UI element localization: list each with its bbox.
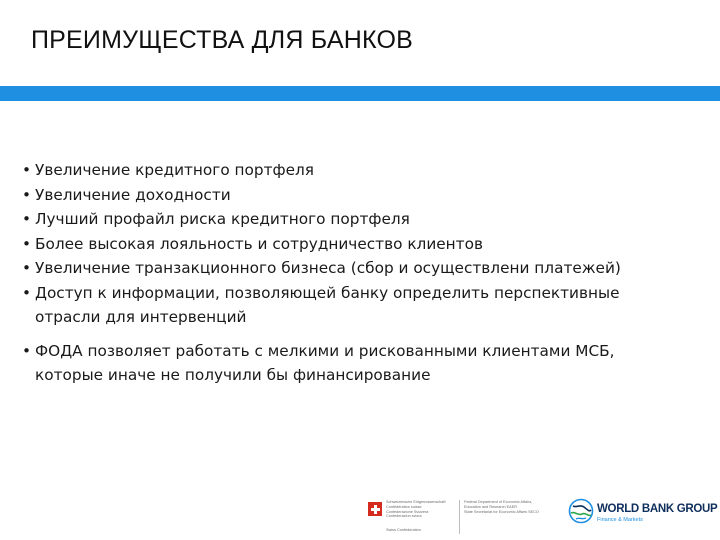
title-accent-bar — [0, 86, 720, 101]
bullet-list — [22, 158, 712, 388]
seco-logo-text: Federal Department of Economic Affairs, Education and Research EAER State Secretariat for Economic Affairs SECO — [464, 500, 539, 514]
bullet-item — [22, 339, 712, 388]
bullet-dot-icon: • — [22, 161, 32, 179]
bullet-dot-icon: • — [22, 210, 32, 228]
bullet-text: Более высокая лояльность и сотрудничество клиентов — [35, 234, 483, 253]
bullet-text: ФОДА позволяет работать с мелкими и рискованными клиентами МСБ, — [35, 341, 615, 360]
bullet-item — [22, 232, 712, 257]
swiss-logo-text: Schweizerische Eidgenossenschaft Confédération suisse Confederazione Svizzera Confederaziun svizra — [386, 500, 446, 519]
bullet-item — [22, 183, 712, 208]
bullet-dot-icon: • — [22, 341, 32, 360]
bullet-text: Увеличение транзакционного бизнеса (сбор и осуществлени платежей) — [35, 259, 621, 277]
bullet-dot-icon: • — [22, 259, 32, 277]
bullet-text-continuation: отрасли для интервенций — [35, 308, 247, 326]
bullet-text: Увеличение доходности — [35, 185, 231, 204]
swiss-flag-icon — [368, 502, 382, 516]
bullet-dot-icon: • — [22, 234, 32, 253]
bullet-item — [22, 281, 712, 330]
bullet-text: Доступ к информации, позволяющей банку определить перспективные — [35, 283, 620, 302]
world-bank-subtitle: Finance & Markets — [597, 517, 643, 523]
bullet-item — [22, 256, 712, 281]
bullet-text: Увеличение кредитного портфеля — [35, 161, 314, 179]
logo-divider — [459, 500, 460, 534]
bullet-item — [22, 158, 712, 183]
bullet-item — [22, 207, 712, 232]
footer-logos — [368, 496, 718, 536]
bullet-text-continuation: которые иначе не получили бы финансирование — [35, 366, 431, 384]
swiss-logo-caption: Swiss Confederation — [386, 528, 421, 532]
world-bank-globe-icon — [568, 498, 594, 524]
bullet-text: Лучший профайл риска кредитного портфеля — [35, 210, 410, 228]
bullet-dot-icon: • — [22, 283, 32, 302]
world-bank-group-logo-text: WORLD BANK GROUP — [597, 503, 718, 515]
bullet-dot-icon: • — [22, 185, 32, 204]
slide-title: ПРЕИМУЩЕСТВА ДЛЯ БАНКОВ — [31, 26, 413, 54]
